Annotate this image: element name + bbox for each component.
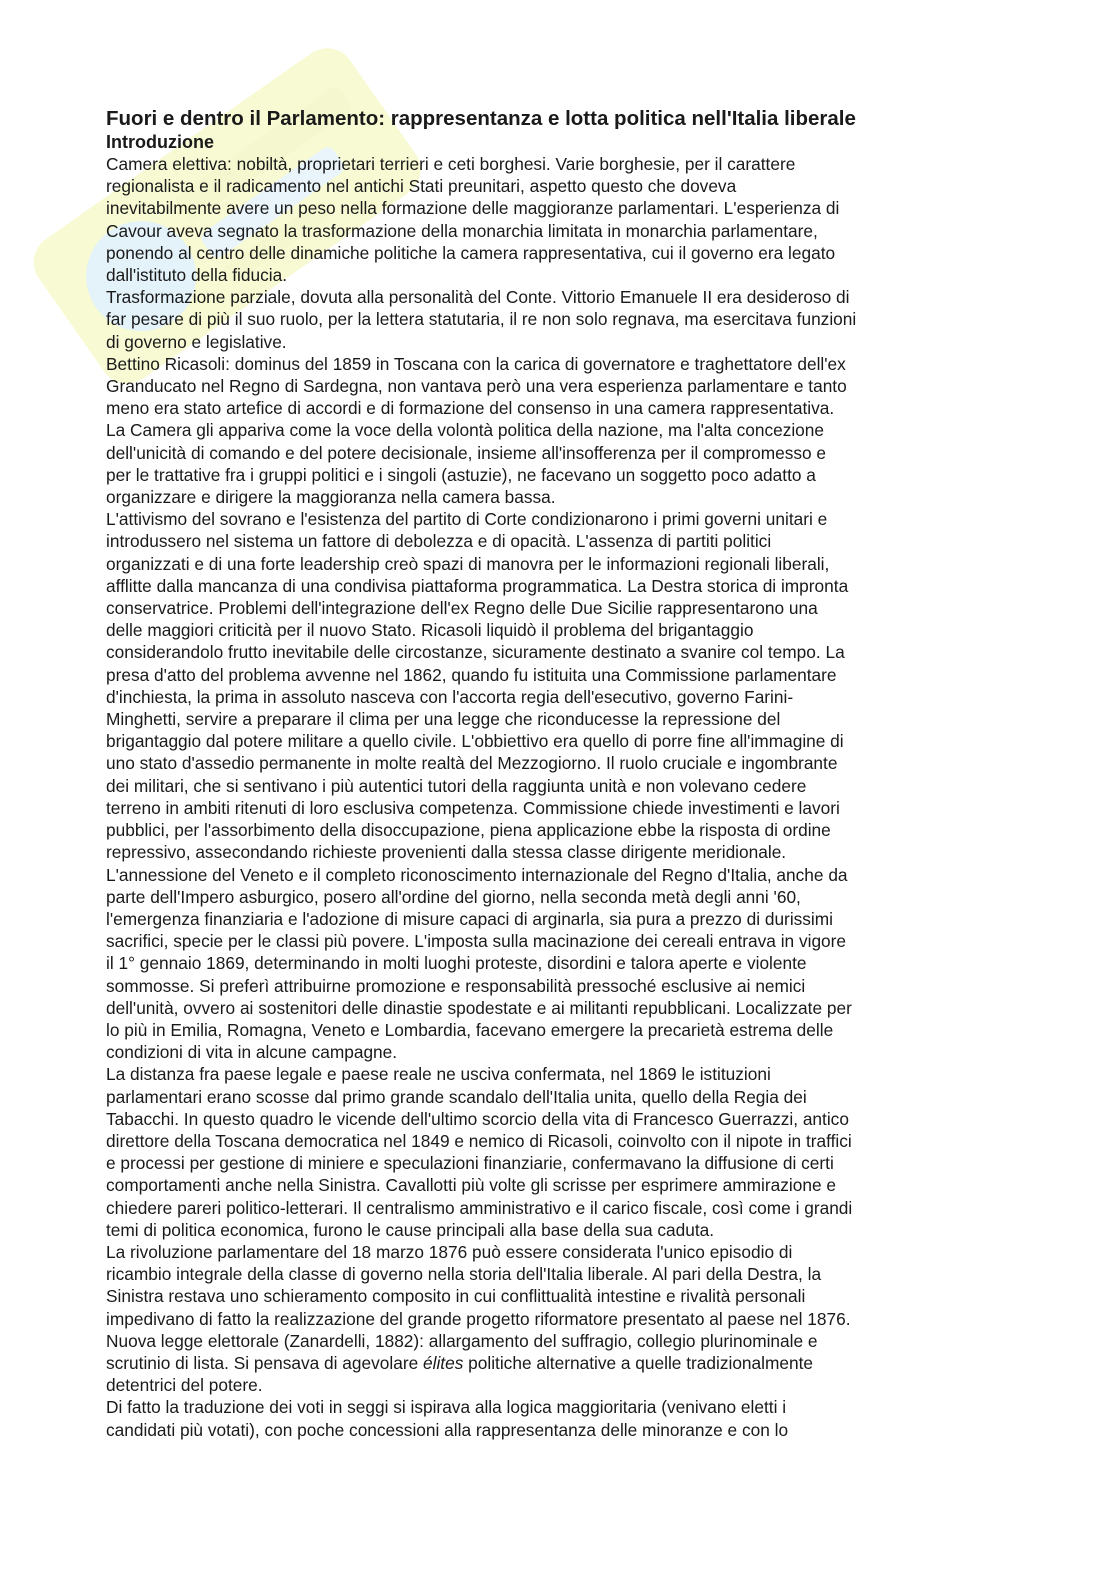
paragraph-line: Sinistra restava uno schieramento composito in cui conflittualità intestine e rivalità personali <box>106 1286 806 1307</box>
paragraph-line: presa d'atto del problema avvenne nel 1862, quando fu istituita una Commissione parlamentare <box>106 664 837 685</box>
paragraph-line: L'annessione del Veneto e il completo riconoscimento internazionale del Regno d'Italia, anche da <box>106 864 848 885</box>
document-title: Fuori e dentro il Parlamento: rappresentanza e lotta politica nell'Italia liberale <box>106 107 856 130</box>
paragraph-line: parlamentari erano scosse dal primo grande scandalo dell'Italia unita, quello della Regia dei <box>106 1086 807 1107</box>
paragraph-line: Camera elettiva: nobiltà, proprietari terrieri e ceti borghesi. Varie borghesie, per il carattere <box>106 154 796 174</box>
paragraph <box>106 353 1014 508</box>
paragraph-line: per le trattative fra i gruppi politici e i singoli (astuzie), ne facevano un soggetto poco adatto a <box>106 464 816 485</box>
paragraph-line: e processi per gestione di miniere e speculazioni finanziarie, confermavano la diffusione di certi <box>106 1153 834 1174</box>
paragraph-line: il 1° gennaio 1869, determinando in molti luoghi proteste, disordini e talora aperte e violente <box>106 953 807 974</box>
paragraph-line: dei militari, che si sentivano i più autentici tutori della raggiunta unità e non volevano cedere <box>106 775 807 796</box>
paragraph-line: organizzare e dirigere la maggioranza nella camera bassa. <box>106 487 556 508</box>
paragraph-line: parte dell'Impero asburgico, posero all'ordine del giorno, nella seconda metà degli anni '60, <box>106 886 801 907</box>
paragraph-line: comportamenti anche nella Sinistra. Cavallotti più volte gli scrisse per esprimere ammirazione e <box>106 1175 836 1196</box>
paragraph-line: considerandolo frutto inevitabile delle circostanze, sicuramente destinato a svanire col tempo. La <box>106 642 845 663</box>
section-heading: Introduzione <box>106 132 214 152</box>
paragraph-line: condizioni di vita in alcune campagne. <box>106 1042 398 1063</box>
paragraph-line: d'inchiesta, la prima in assoluto nasceva con l'accorta regia dell'esecutivo, governo Farini- <box>106 686 794 707</box>
paragraph-line: pubblici, per l'assorbimento della disoccupazione, piena applicazione ebbe la risposta di ordine <box>106 820 831 841</box>
paragraph-line: detentrici del potere. <box>106 1375 263 1396</box>
paragraph-line: Cavour aveva segnato la trasformazione della monarchia limitata in monarchia parlamentare, <box>106 220 818 241</box>
paragraph-line: organizzati e di una forte leadership creò spazi di manovra per le informazioni regionali liberali, <box>106 553 830 574</box>
paragraph <box>106 1063 1014 1241</box>
paragraph-line: La Camera gli appariva come la voce della volontà politica della nazione, ma l'alta concezione <box>106 420 825 441</box>
paragraph-line: Di fatto la traduzione dei voti in seggi si ispirava alla logica maggioritaria (venivano eletti i <box>106 1397 787 1418</box>
paragraph-line: l'emergenza finanziaria e l'adozione di misure capaci di arginarla, sia pura a prezzo di durissimi <box>106 908 834 929</box>
paragraph-line: uno stato d'assedio permanente in molte realtà del Mezzogiorno. Il ruolo cruciale e ingombrante <box>106 753 838 774</box>
paragraph-line: direttore della Toscana democratica nel 1849 e nemico di Ricasoli, coinvolto con il nipote in traffici <box>106 1130 852 1151</box>
paragraph-line: dall'istituto della fiducia. <box>106 265 288 286</box>
paragraph-line: di governo e legislative. <box>106 331 287 352</box>
paragraph-line: dell'unità, ovvero ai sostenitori delle dinastie spodestate e ai militanti repubblicani. Localizzate per <box>106 997 852 1018</box>
paragraph-line: Nuova legge elettorale (Zanardelli, 1882): allargamento del suffragio, collegio plurinominale e <box>106 1330 818 1351</box>
paragraph-line: afflitte dalla mancanza di una condivisa piattaforma programmatica. La Destra storica di impronta <box>106 575 849 596</box>
document-body <box>106 153 1014 1441</box>
paragraph <box>106 1396 1014 1440</box>
paragraph-line: Minghetti, servire a preparare il clima per una legge che riconducesse la repressione del <box>106 709 781 730</box>
paragraph-line: Bettino Ricasoli: dominus del 1859 in Toscana con la carica di governatore e traghettatore dell'ex <box>106 353 846 374</box>
paragraph-line: regionalista e il radicamento nel antichi Stati preunitari, aspetto questo che doveva <box>106 176 737 197</box>
paragraph-line: far pesare di più il suo ruolo, per la lettera statutaria, il re non solo regnava, ma esercitava funzioni <box>106 309 857 330</box>
paragraph-line: La rivoluzione parlamentare del 18 marzo 1876 può essere considerata l'unico episodio di <box>106 1241 793 1262</box>
paragraph <box>106 153 1014 286</box>
paragraph-line: lo più in Emilia, Romagna, Veneto e Lombardia, facevano emergere la precarietà estrema delle <box>106 1019 834 1040</box>
paragraph-line: introdussero nel sistema un fattore di debolezza e di opacità. L'assenza di partiti politici <box>106 531 772 552</box>
paragraph-line: delle maggiori criticità per il nuovo Stato. Ricasoli liquidò il problema del brigantaggio <box>106 620 754 641</box>
paragraph <box>106 1241 1014 1396</box>
paragraph-line: brigantaggio dal potere militare a quello civile. L'obbiettivo era quello di porre fine all'immagine di <box>106 731 844 752</box>
paragraph-line: Granducato nel Regno di Sardegna, non vantava però una vera esperienza parlamentare e tanto <box>106 376 847 397</box>
paragraph-line: ponendo al centro delle dinamiche politiche la camera rappresentativa, cui il governo era legato <box>106 242 836 263</box>
paragraph <box>106 508 1014 863</box>
paragraph-line: dell'unicità di comando e del potere decisionale, insieme all'insofferenza per il compromesso e <box>106 442 827 463</box>
paragraph-line: sommosse. Si preferì attribuirne promozione e responsabilità pressoché esclusive ai nemici <box>106 975 806 996</box>
italic-term: élites <box>423 1352 464 1373</box>
paragraph-line: scrutinio di lista. Si pensava di agevolare élites politiche alternative a quelle tradizionalmente <box>106 1352 814 1373</box>
paragraph-line: conservatrice. Problemi dell'integrazione dell'ex Regno delle Due Sicilie rappresentarono una <box>106 598 818 619</box>
paragraph-line: terreno in ambiti ritenuti di loro esclusiva competenza. Commissione chiede investimenti e lavori <box>106 797 840 818</box>
paragraph-line: temi di politica economica, furono le cause principali alla base della sua caduta. <box>106 1219 715 1240</box>
paragraph-line: L'attivismo del sovrano e l'esistenza del partito di Corte condizionarono i primi governi unitari e <box>106 509 828 530</box>
paragraph-line: Tabacchi. In questo quadro le vicende dell'ultimo scorcio della vita di Francesco Guerrazzi, antico <box>106 1108 849 1129</box>
document-page <box>106 107 1014 1441</box>
paragraph-line: repressivo, assecondando richieste provenienti dalla stessa classe dirigente meridionale. <box>106 842 787 863</box>
paragraph-line: impedivano di fatto la realizzazione del grande progetto riformatore presentato al paese nel 1876. <box>106 1308 851 1329</box>
paragraph-line: La distanza fra paese legale e paese reale ne usciva confermata, nel 1869 le istituzioni <box>106 1064 771 1085</box>
paragraph-line: chiedere pareri politico-letterari. Il centralismo amministrativo e il carico fiscale, così come i grandi <box>106 1197 853 1218</box>
paragraph-line: ricambio integrale della classe di governo nella storia dell'Italia liberale. Al pari della Destra, la <box>106 1264 822 1285</box>
paragraph <box>106 286 1014 353</box>
paragraph-line: meno era stato artefice di accordi e di formazione del consenso in una camera rappresentativa. <box>106 398 835 419</box>
paragraph-line: Trasformazione parziale, dovuta alla personalità del Conte. Vittorio Emanuele II era desideroso di <box>106 287 850 308</box>
paragraph-line: inevitabilmente avere un peso nella formazione delle maggioranze parlamentari. L'esperienza di <box>106 198 840 219</box>
paragraph-line: candidati più votati), con poche concessioni alla rappresentanza delle minoranze e con lo <box>106 1419 789 1440</box>
paragraph-line: sacrifici, specie per le classi più povere. L'imposta sulla macinazione dei cereali entrava in vigore <box>106 931 847 952</box>
paragraph <box>106 864 1014 1064</box>
